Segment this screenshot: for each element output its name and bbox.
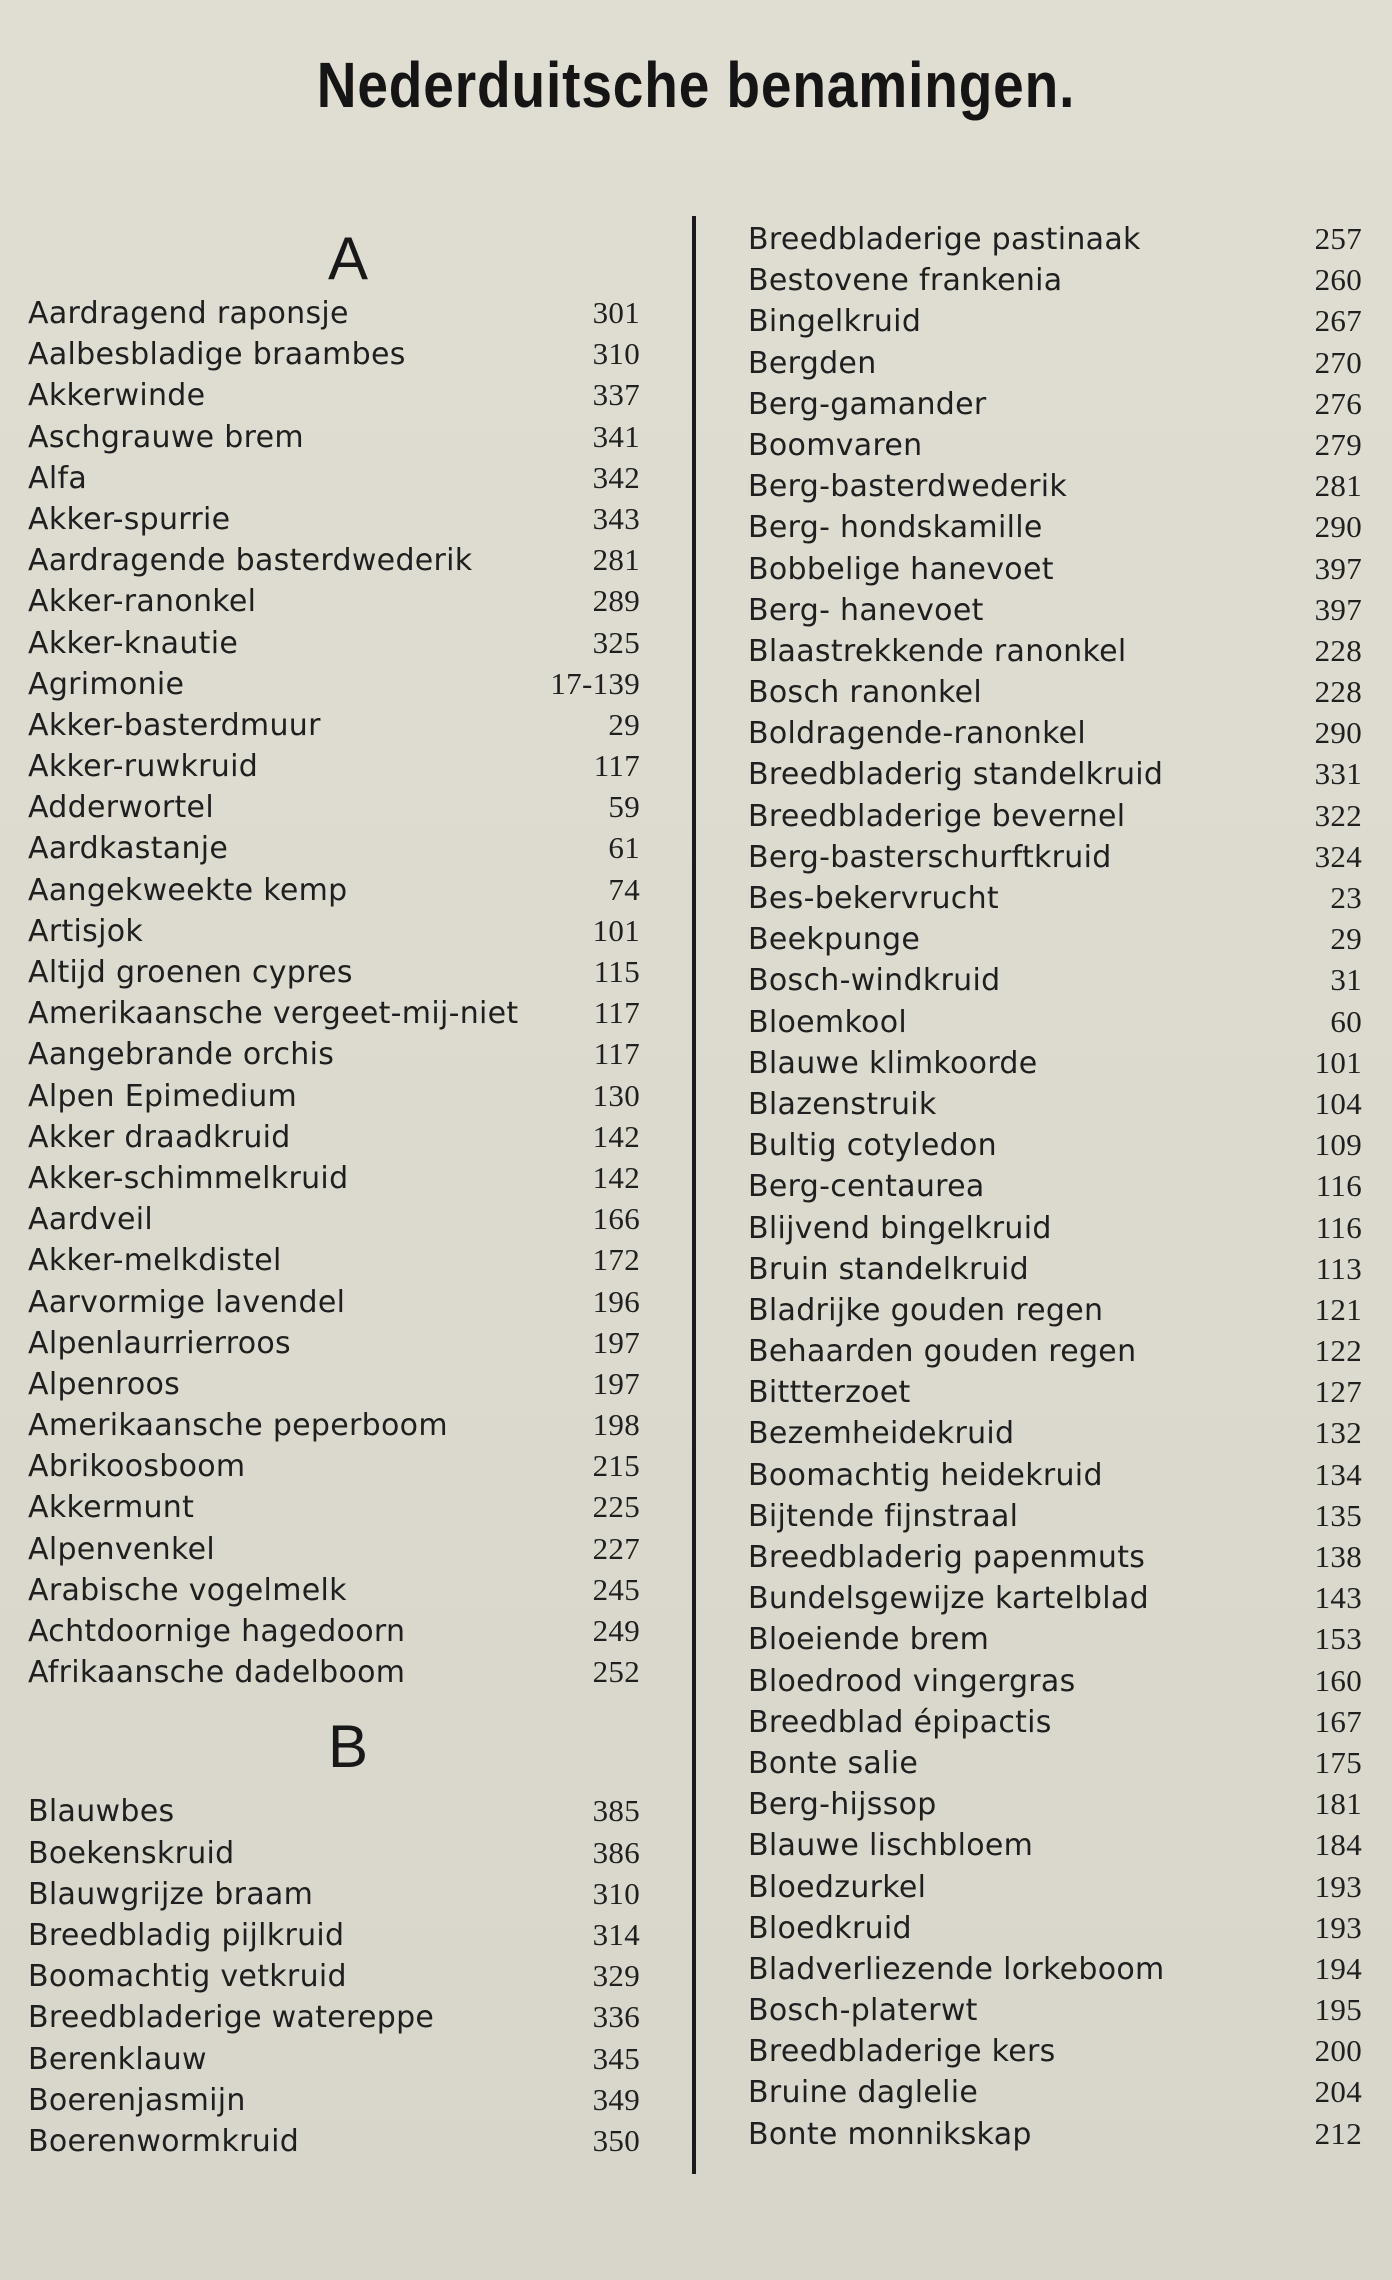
index-entry [28,1075,640,1116]
entry-page-number: 397 [1314,591,1362,627]
index-entry [748,877,1362,918]
entry-page-number: 60 [1330,1003,1362,1039]
entry-page-number: 337 [592,377,640,413]
entry-page-number: 194 [1314,1950,1362,1986]
entry-name: Achtdoornige hagedoorn [28,1614,406,1649]
entry-name: Akkerwinde [28,378,206,414]
entry-name: Akkermunt [28,1490,195,1526]
entry-page-number: 385 [592,1793,640,1829]
index-entry [748,1124,1362,1165]
entry-name: Bruine daglelie [748,2075,979,2111]
entry-page-number: 31 [1330,962,1362,998]
index-entry [28,1157,640,1198]
entry-name: Berg- hondskamille [748,510,1043,546]
entry-name: Breedbladerig papenmuts [748,1540,1146,1575]
section-b-continued-list [748,218,1362,2154]
entry-page-number: 350 [592,2122,640,2158]
entry-name: Bobbelige hanevoet [748,551,1054,587]
right-column [748,218,1362,2154]
entry-page-number: 310 [592,336,640,372]
entry-page-number: 270 [1314,344,1362,380]
entry-page-number: 249 [592,1613,640,1648]
entry-name: Berg- hanevoet [748,592,984,628]
entry-page-number: 153 [1314,1621,1362,1657]
index-entry [748,1660,1362,1701]
entry-name: Breedbladig pijlkruid [28,1917,345,1953]
entry-page-number: 135 [1314,1497,1362,1533]
index-entry [28,827,640,868]
entry-page-number: 281 [1314,468,1362,504]
entry-page-number: 289 [592,583,640,619]
entry-page-number: 142 [592,1159,640,1195]
index-entry [748,589,1362,630]
index-entry [748,424,1362,465]
entry-name: Berenklauw [28,2041,207,2077]
entry-page-number: 143 [1314,1580,1362,1616]
entry-name: Breedbladerig standelkruid [748,757,1164,793]
index-entry [28,745,640,786]
entry-page-number: 197 [592,1324,640,1360]
entry-name: Beekpunge [748,922,921,958]
entry-page-number: 276 [1314,385,1362,421]
entry-name: Bladrijke gouden regen [748,1292,1104,1328]
entry-name: Aardragend raponsje [28,296,349,331]
entry-page-number: 116 [1315,1209,1362,1245]
entry-name: Bes-bekervrucht [748,881,999,916]
entry-page-number: 184 [1314,1827,1362,1863]
entry-page-number: 345 [592,2040,640,2076]
entry-name: Blauwbes [28,1794,175,1830]
entry-page-number: 227 [592,1530,640,1566]
entry-name: Akker-spurrie [28,501,231,537]
entry-page-number: 200 [1314,2033,1362,2069]
entry-page-number: 204 [1314,2074,1362,2110]
entry-page-number: 193 [1314,1909,1362,1945]
entry-page-number: 122 [1314,1333,1362,1369]
entry-name: Bladverliezende lorkeboom [748,1951,1165,1987]
entry-name: Blauwgrijze braam [28,1876,314,1912]
entry-name: Altijd groenen cypres [28,955,353,990]
entry-name: Blijvend bingelkruid [748,1210,1052,1246]
entry-page-number: 198 [592,1407,640,1443]
index-entry [748,1001,1362,1042]
entry-page-number: 127 [1314,1374,1362,1410]
entry-name: Aalbesbladige braambes [28,337,406,373]
entry-name: Bosch-windkruid [748,963,1001,999]
entry-name: Akker-knautie [28,625,239,661]
entry-page-number: 314 [592,1916,640,1952]
entry-name: Aardveil [28,1202,154,1238]
index-entry [28,1914,640,1955]
index-entry [28,539,640,580]
index-entry [748,2113,1362,2154]
index-entry [28,2120,640,2161]
index-entry [28,1445,640,1486]
index-entry [28,498,640,539]
entry-page-number: 397 [1314,550,1362,586]
index-entry [28,1873,640,1914]
entry-name: Bruin standelkruid [748,1251,1029,1287]
entry-name: Aangekweekte kemp [28,872,348,908]
index-entry [748,1577,1362,1618]
index-entry [28,951,640,992]
entry-name: Aardkastanje [28,831,229,867]
entry-page-number: 252 [592,1654,640,1690]
entry-name: Bingelkruid [748,304,922,340]
entry-page-number: 212 [1314,2115,1362,2151]
index-entry [748,1618,1362,1659]
index-entry [748,506,1362,547]
entry-page-number: 167 [1314,1703,1362,1739]
entry-page-number: 130 [592,1077,640,1113]
index-entry [28,1651,640,1692]
index-entry [28,910,640,951]
entry-page-number: 281 [592,542,640,578]
entry-page-number: 260 [1314,262,1362,298]
index-entry [748,918,1362,959]
index-entry [28,1116,640,1157]
index-entry [748,1454,1362,1495]
index-entry [748,671,1362,712]
entry-page-number: 341 [592,418,640,454]
index-entry [748,795,1362,836]
entry-name: Boerenwormkruid [28,2123,300,2159]
index-entry [28,1790,640,1831]
index-entry [748,836,1362,877]
entry-name: Abrikoosboom [28,1449,246,1485]
entry-page-number: 343 [592,500,640,536]
index-entry [748,959,1362,1000]
index-entry [28,1832,640,1873]
entry-page-number: 329 [592,1958,640,1994]
entry-name: Afrikaansche dadelboom [28,1655,406,1691]
index-entry [28,374,640,415]
index-entry [28,1996,640,2037]
index-entry [748,1866,1362,1907]
entry-name: Berg-centaurea [748,1169,985,1205]
entry-page-number: 349 [592,2081,640,2117]
index-entry [748,1042,1362,1083]
entry-name: Akker-basterdmuur [28,707,321,743]
entry-name: Breedblad épipactis [748,1704,1052,1740]
entry-page-number: 101 [592,912,640,948]
index-entry [748,1330,1362,1371]
index-entry [28,2038,640,2079]
entry-page-number: 193 [1314,1868,1362,1904]
index-entry [28,1610,640,1651]
index-entry [748,712,1362,753]
entry-page-number: 215 [592,1448,640,1484]
entry-name: Breedbladerige kers [748,2034,1056,2070]
index-entry [748,383,1362,424]
index-entry [748,465,1362,506]
entry-page-number: 117 [593,1036,640,1072]
index-entry [748,1536,1362,1577]
entry-name: Agrimonie [28,666,185,702]
entry-name: Bosch-platerwt [748,1993,978,2029]
index-entry [748,1371,1362,1412]
index-entry [28,1239,640,1280]
entry-name: Aardragende basterdwederik [28,543,473,579]
entry-page-number: 172 [592,1242,640,1278]
entry-page-number: 109 [1314,1127,1362,1163]
entry-page-number: 197 [592,1365,640,1401]
entry-name: Behaarden gouden regen [748,1334,1137,1370]
entry-name: Bezemheidekruid [748,1416,1015,1452]
entry-page-number: 17-139 [550,665,640,701]
index-entry [28,869,640,910]
index-entry [748,1783,1362,1824]
entry-page-number: 325 [592,624,640,660]
entry-page-number: 59 [608,789,640,825]
entry-name: Berg-gamander [748,386,987,422]
entry-page-number: 29 [608,706,640,742]
entry-page-number: 142 [592,1118,640,1154]
section-letter-a: A [327,225,369,292]
entry-name: Breedbladerige bevernel [748,798,1126,834]
entry-page-number: 61 [608,830,640,866]
entry-name: Akker-ranonkel [28,584,257,620]
index-entry [28,457,640,498]
entry-name: Bittterzoet [748,1375,911,1411]
entry-name: Bloeiende brem [748,1622,990,1658]
entry-name: Blauwe klimkoorde [748,1045,1038,1081]
entry-page-number: 267 [1314,303,1362,339]
entry-page-number: 29 [1330,921,1362,957]
entry-page-number: 23 [1330,880,1362,915]
index-entry [748,548,1362,589]
entry-page-number: 113 [1315,1250,1362,1286]
entry-name: Boomvaren [748,427,923,463]
index-entry [28,416,640,457]
index-entry [748,1289,1362,1330]
entry-page-number: 115 [593,954,640,989]
entry-page-number: 386 [592,1834,640,1870]
index-entry [28,1198,640,1239]
entry-page-number: 324 [1314,838,1362,874]
entry-page-number: 228 [1314,674,1362,710]
entry-page-number: 116 [1315,1168,1362,1204]
index-entry [748,1248,1362,1289]
entry-name: Amerikaansche vergeet-mij-niet [28,996,519,1032]
entry-page-number: 322 [1314,797,1362,833]
entry-name: Berg-hijssop [748,1787,937,1823]
entry-name: Bundelsgewijze kartelblad [748,1581,1149,1617]
entry-name: Bloemkool [748,1004,907,1040]
entry-page-number: 138 [1314,1539,1362,1574]
entry-name: Bergden [748,345,877,381]
entry-name: Bonte monnikskap [748,2116,1032,2152]
index-entry [748,2030,1362,2071]
index-entry [748,1824,1362,1865]
entry-page-number: 279 [1314,426,1362,462]
index-entry [748,630,1362,671]
entry-page-number: 195 [1314,1992,1362,2028]
entry-page-number: 310 [592,1875,640,1911]
index-entry [748,753,1362,794]
entry-page-number: 74 [608,871,640,907]
entry-name: Berg-basterschurftkruid [748,839,1112,875]
index-entry [748,2071,1362,2112]
entry-page-number: 331 [1314,756,1362,792]
entry-name: Bultig cotyledon [748,1128,997,1164]
index-entry [28,1486,640,1527]
entry-page-number: 301 [592,295,640,330]
entry-name: Adderwortel [28,790,214,826]
entry-name: Breedbladerige pastinaak [748,222,1141,257]
index-entry [748,1948,1362,1989]
index-entry [748,1495,1362,1536]
entry-page-number: 290 [1314,715,1362,751]
index-entry [748,1207,1362,1248]
entry-name: Breedbladerige watereppe [28,2000,435,2036]
index-entry [748,1412,1362,1453]
index-entry [28,333,640,374]
entry-name: Bijtende fijnstraal [748,1498,1019,1534]
column-divider [692,216,696,2174]
index-entry [28,292,640,333]
entry-name: Arabische vogelmelk [28,1572,347,1608]
entry-page-number: 290 [1314,509,1362,545]
entry-name: Alpenvenkel [28,1531,215,1567]
entry-page-number: 160 [1314,1662,1362,1698]
section-b-list [28,1790,640,2161]
entry-page-number: 181 [1314,1786,1362,1822]
index-entry [748,1701,1362,1742]
index-entry [28,1404,640,1445]
entry-name: Blazenstruik [748,1086,937,1122]
index-entry [28,1569,640,1610]
section-a-list [28,292,640,1692]
entry-page-number: 175 [1314,1744,1362,1780]
index-entry [748,300,1362,341]
entry-name: Akker-schimmelkruid [28,1160,349,1196]
entry-name: Boerenjasmijn [28,2082,246,2118]
entry-name: Boomachtig heidekruid [748,1457,1103,1493]
index-entry [28,1363,640,1404]
entry-name: Bloedzurkel [748,1869,927,1905]
entry-name: Aangebrande orchis [28,1037,335,1073]
entry-name: Akker-melkdistel [28,1243,282,1279]
entry-page-number: 101 [1314,1044,1362,1080]
page-title: Nederduitsche benamingen. [316,49,1076,121]
index-entry [748,1083,1362,1124]
index-entry [28,622,640,663]
index-entry [748,259,1362,300]
entry-name: Alpenroos [28,1366,181,1402]
entry-name: Berg-basterdwederik [748,469,1068,505]
entry-name: Aarvormige lavendel [28,1284,346,1320]
entry-name: Alpen Epimedium [28,1078,298,1114]
entry-name: Artisjok [28,913,144,949]
index-entry [748,1989,1362,2030]
entry-name: Blaastrekkende ranonkel [748,633,1127,669]
index-entry [748,1742,1362,1783]
index-entry [748,218,1362,259]
index-entry [748,1907,1362,1948]
entry-name: Bestovene frankenia [748,263,1063,299]
entry-page-number: 196 [592,1283,640,1319]
index-entry [28,2079,640,2120]
index-entry [28,580,640,621]
index-entry [28,1955,640,1996]
entry-page-number: 117 [593,995,640,1031]
entry-page-number: 104 [1314,1085,1362,1121]
entry-page-number: 257 [1314,221,1362,256]
index-entry [28,786,640,827]
index-entry [28,704,640,745]
entry-page-number: 245 [592,1571,640,1607]
index-entry [748,1165,1362,1206]
left-column [28,226,640,2161]
entry-name: Bonte salie [748,1745,919,1781]
index-entry [28,1322,640,1363]
entry-name: Akker-ruwkruid [28,749,259,785]
entry-name: Boekenskruid [28,1835,235,1871]
index-entry [28,1281,640,1322]
entry-page-number: 117 [593,748,640,784]
entry-name: Amerikaansche peperboom [28,1408,448,1444]
index-entry [28,1033,640,1074]
entry-name: Boomachtig vetkruid [28,1959,347,1995]
entry-name: Bosch ranonkel [748,675,983,711]
entry-name: Alfa [28,460,88,496]
section-letter-b: B [327,1713,369,1781]
entry-page-number: 132 [1314,1415,1362,1451]
index-entry [748,342,1362,383]
entry-page-number: 134 [1314,1456,1362,1492]
entry-page-number: 121 [1314,1291,1362,1327]
entry-page-number: 342 [592,459,640,495]
index-entry [28,992,640,1033]
index-entry [28,663,640,704]
entry-page-number: 228 [1314,632,1362,668]
entry-page-number: 166 [592,1201,640,1237]
index-entry [28,1528,640,1569]
entry-name: Aschgrauwe brem [28,419,304,455]
entry-page-number: 225 [592,1489,640,1525]
entry-page-number: 336 [592,1999,640,2035]
entry-name: Blauwe lischbloem [748,1828,1034,1864]
entry-name: Akker draadkruid [28,1119,291,1155]
entry-name: Alpenlaurrierroos [28,1325,291,1361]
entry-name: Boldragende-ranonkel [748,716,1087,752]
entry-name: Bloedkruid [748,1910,912,1946]
entry-name: Bloedrood vingergras [748,1663,1076,1699]
